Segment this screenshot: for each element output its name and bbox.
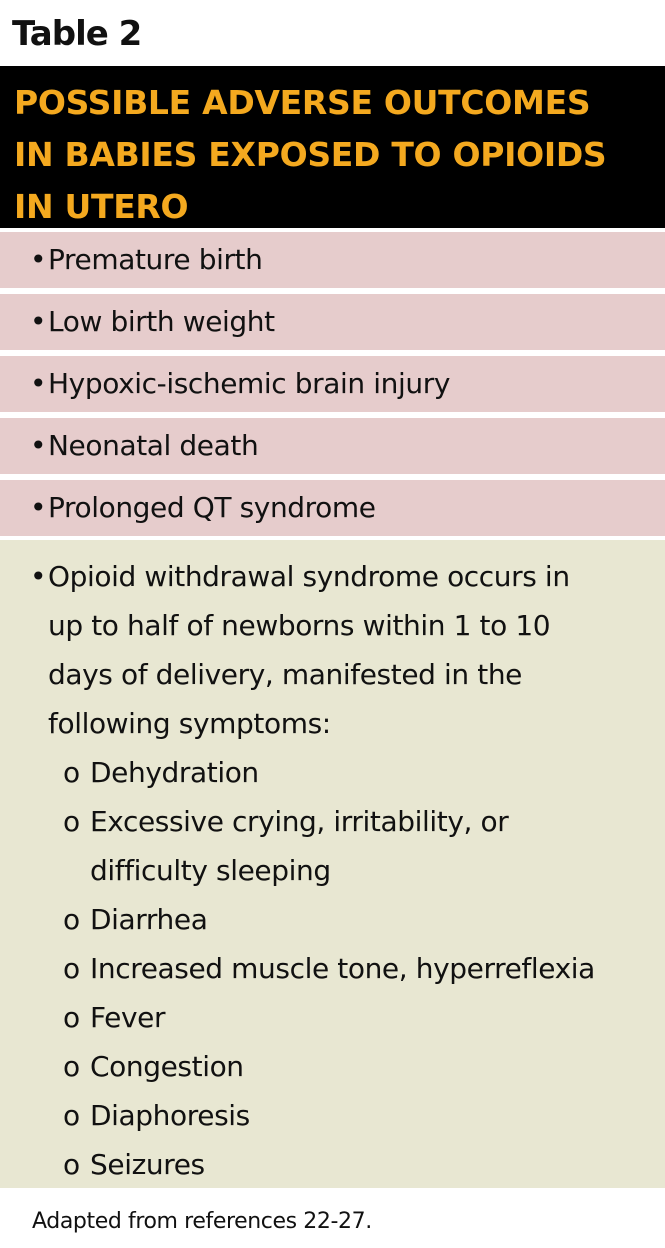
table-label: Table 2 — [12, 14, 142, 54]
symptom-item — [0, 1042, 665, 1091]
sub-bullet-glyph: o — [63, 903, 80, 936]
sub-bullet-glyph: o — [63, 1148, 80, 1181]
symptom-item — [0, 944, 665, 993]
outcome-row — [0, 356, 665, 412]
outcome-text: Neonatal death — [48, 429, 259, 462]
sub-bullet-glyph: o — [63, 1099, 80, 1132]
symptom-item — [0, 1091, 665, 1140]
sub-bullet-glyph: o — [63, 1001, 80, 1034]
symptom-item — [0, 1140, 665, 1189]
bullet-glyph: • — [30, 429, 47, 462]
symptom-text: Seizures — [90, 1148, 205, 1181]
symptom-text: Fever — [90, 1001, 166, 1034]
symptom-item — [0, 895, 665, 944]
symptom-item — [0, 993, 665, 1042]
symptom-text: Diaphoresis — [90, 1099, 250, 1132]
outcome-row — [0, 480, 665, 536]
outcome-row — [0, 418, 665, 474]
outcome-text: Low birth weight — [48, 305, 275, 338]
table-header — [0, 66, 665, 228]
bullet-glyph: • — [30, 367, 47, 400]
symptom-text: Diarrhea — [90, 903, 208, 936]
sub-bullet-glyph: o — [63, 756, 80, 789]
symptom-item — [0, 748, 665, 797]
outcome-text: Hypoxic-ischemic brain injury — [48, 367, 451, 400]
header-line: IN BABIES EXPOSED TO OPIOIDS — [14, 135, 607, 174]
outcome-row — [0, 294, 665, 350]
symptom-text: Congestion — [90, 1050, 244, 1083]
withdrawal-text-line: days of delivery, manifested in the — [48, 658, 523, 691]
sub-bullet-glyph: o — [63, 1050, 80, 1083]
withdrawal-text-line — [0, 552, 665, 601]
outcome-text: Premature birth — [48, 243, 263, 276]
header-line: IN UTERO — [14, 187, 189, 226]
symptom-text: Increased muscle tone, hyperreflexia — [90, 952, 595, 985]
bullet-glyph: • — [30, 243, 47, 276]
symptom-item — [0, 797, 665, 846]
table-footnote: Adapted from references 22-27. — [32, 1209, 372, 1234]
outcome-row — [0, 232, 665, 288]
withdrawal-panel — [0, 540, 665, 1188]
header-line: POSSIBLE ADVERSE OUTCOMES — [14, 83, 591, 122]
withdrawal-text-line: up to half of newborns within 1 to 10 — [48, 609, 551, 642]
symptom-continuation: difficulty sleeping — [90, 854, 331, 887]
withdrawal-text: Opioid withdrawal syndrome occurs in — [48, 560, 570, 593]
withdrawal-text-line: following symptoms: — [48, 707, 331, 740]
outcome-text: Prolonged QT syndrome — [48, 491, 376, 524]
sub-bullet-glyph: o — [63, 805, 80, 838]
bullet-glyph: • — [30, 305, 47, 338]
bullet-glyph: • — [30, 491, 47, 524]
symptom-text: Excessive crying, irritability, or — [90, 805, 509, 838]
sub-bullet-glyph: o — [63, 952, 80, 985]
bullet-glyph: • — [30, 560, 47, 593]
symptom-text: Dehydration — [90, 756, 259, 789]
